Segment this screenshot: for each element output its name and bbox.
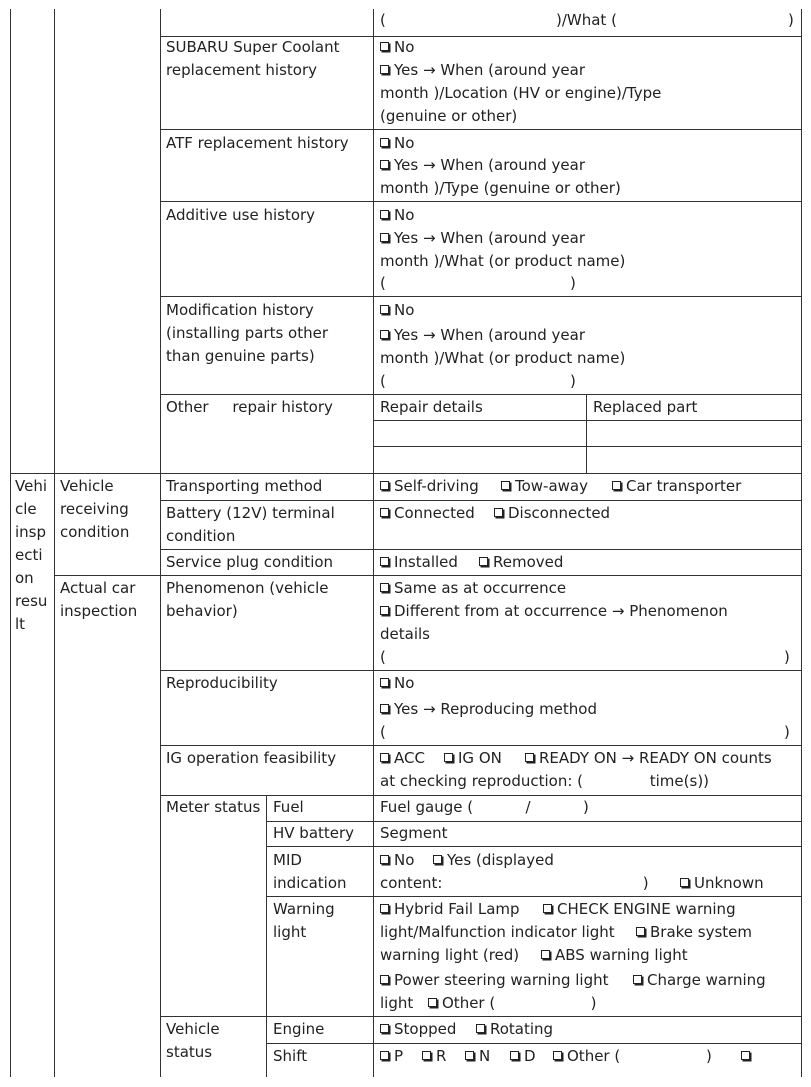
paren-open: (	[380, 648, 386, 666]
transport-self-driving[interactable]: Self-driving	[380, 475, 479, 498]
paren-close: )	[784, 723, 790, 741]
checkbox[interactable]	[380, 138, 389, 147]
battery-label: Battery (12V) terminal	[166, 504, 335, 522]
vehicle-status-label: Vehicle	[166, 1020, 220, 1038]
checkbox[interactable]	[380, 1024, 389, 1033]
checkbox[interactable]	[741, 1051, 750, 1060]
receiving-condition-label: condition	[60, 523, 130, 541]
service-plug-label: Service plug condition	[166, 553, 334, 571]
grid-line	[266, 795, 267, 1077]
checkbox[interactable]	[380, 1051, 389, 1060]
reproducibility-label: Reproducibility	[166, 674, 278, 692]
warning-light-label: light	[273, 923, 307, 941]
paren-close: )	[570, 274, 576, 292]
grid-line	[10, 473, 802, 474]
paren-close: )	[784, 648, 790, 666]
grid-line	[373, 9, 374, 1077]
ig-reproduction-counts: at checking reproduction: ( time(s))	[380, 772, 710, 790]
modification-yes-detail: month )/What (or product name)	[380, 349, 626, 367]
mid-yes[interactable]: Yes (displayed	[433, 849, 554, 872]
transport-tow-away[interactable]: Tow-away	[501, 475, 588, 498]
checkbox[interactable]	[428, 998, 437, 1007]
engine-label: Engine	[273, 1020, 325, 1038]
additive-no-option[interactable]: No	[380, 204, 414, 227]
paren-open: (	[380, 372, 386, 390]
service-plug-removed[interactable]: Removed	[479, 551, 563, 574]
what-label: )/What (	[556, 11, 617, 29]
grid-line	[54, 9, 55, 1077]
grid-line	[266, 1043, 802, 1044]
modification-label: (installing parts other	[166, 324, 329, 342]
shift-n[interactable]: N	[465, 1045, 490, 1068]
coolant-yes-option[interactable]: Yes → When (around year	[380, 59, 585, 82]
checkbox[interactable]	[380, 855, 389, 864]
checkbox[interactable]	[380, 704, 389, 713]
grid-line	[160, 549, 802, 550]
paren-close: )	[788, 11, 794, 29]
warn-power-steering[interactable]: Power steering warning light	[380, 969, 608, 992]
vehicle-status-label: status	[166, 1043, 213, 1061]
atf-yes-option[interactable]: Yes → When (around year	[380, 154, 585, 177]
checkbox[interactable]	[380, 583, 389, 592]
transport-label: Transporting method	[166, 477, 323, 495]
checkbox[interactable]	[380, 481, 389, 490]
modification-yes-option[interactable]: Yes → When (around year	[380, 324, 585, 347]
phenomenon-same[interactable]: Same as at occurrence	[380, 577, 566, 600]
warn-charge[interactable]: Charge warning	[633, 969, 766, 992]
paren-open: (	[380, 274, 386, 292]
ig-on[interactable]: IG ON	[444, 747, 502, 770]
grid-line	[266, 846, 802, 847]
grid-line	[160, 201, 802, 202]
engine-stopped[interactable]: Stopped	[380, 1018, 456, 1041]
shift-extra-checkbox[interactable]	[741, 1045, 755, 1068]
fuel-gauge-value: Fuel gauge ( / )	[380, 798, 589, 816]
checkbox[interactable]	[380, 233, 389, 242]
checkbox[interactable]	[380, 508, 389, 517]
phenomenon-details: details	[380, 625, 430, 643]
checkbox[interactable]	[380, 330, 389, 339]
checkbox[interactable]	[476, 1024, 485, 1033]
grid-line	[160, 670, 802, 671]
checkbox[interactable]	[380, 904, 389, 913]
reproducibility-no[interactable]: No	[380, 672, 414, 695]
shift-other[interactable]: Other ( )	[553, 1045, 712, 1068]
phenomenon-different[interactable]: Different from at occurrence → Phenomenon	[380, 600, 728, 623]
inspection-result-label: Vehi cle insp ecti on resu lt	[15, 477, 48, 633]
battery-connected[interactable]: Connected	[380, 502, 475, 525]
shift-p[interactable]: P	[380, 1045, 403, 1068]
checkbox[interactable]	[465, 1051, 474, 1060]
mid-label: MID	[273, 851, 302, 869]
checkbox[interactable]	[380, 606, 389, 615]
checkbox[interactable]	[633, 975, 642, 984]
mid-content: content: )	[380, 874, 649, 892]
warn-check-engine[interactable]: CHECK ENGINE warning	[543, 898, 736, 921]
coolant-no-option[interactable]: No	[380, 36, 414, 59]
grid-line	[160, 9, 161, 1077]
checkbox[interactable]	[380, 210, 389, 219]
checkbox[interactable]	[553, 1051, 562, 1060]
additive-yes-detail: month )/What (or product name)	[380, 252, 626, 270]
checkbox[interactable]	[380, 678, 389, 687]
warn-abs[interactable]: ABS warning light	[541, 944, 688, 967]
atf-no-option[interactable]: No	[380, 132, 414, 155]
modification-label: Modification history	[166, 301, 314, 319]
coolant-label: SUBARU Super Coolant	[166, 38, 340, 56]
atf-label: ATF replacement history	[166, 134, 349, 152]
checkbox[interactable]	[444, 753, 453, 762]
coolant-label: replacement history	[166, 61, 318, 79]
actual-inspection-label: inspection	[60, 602, 138, 620]
grid-line	[10, 9, 11, 1077]
other-repair-label: Other repair history	[166, 398, 333, 416]
grid-line	[586, 394, 587, 473]
paren-close: )	[570, 372, 576, 390]
modification-no-option[interactable]: No	[380, 299, 414, 322]
grid-line	[160, 745, 802, 746]
receiving-condition-label: Vehicle	[60, 477, 114, 495]
coolant-yes-detail: month )/Location (HV or engine)/Type	[380, 84, 662, 102]
repair-details-header: Repair details	[380, 398, 483, 416]
checkbox[interactable]	[422, 1051, 431, 1060]
grid-line	[160, 500, 802, 501]
additive-label: Additive use history	[166, 206, 316, 224]
checkbox[interactable]	[433, 855, 442, 864]
receiving-condition-label: receiving	[60, 500, 129, 518]
phenomenon-label: behavior)	[166, 602, 238, 620]
checkbox[interactable]	[380, 65, 389, 74]
checkbox[interactable]	[525, 753, 534, 762]
warn-brake-detail: warning light (red)	[380, 946, 520, 964]
coolant-yes-detail: (genuine or other)	[380, 107, 518, 125]
checkbox[interactable]	[636, 927, 645, 936]
warn-charge-detail: light	[380, 994, 414, 1012]
shift-r[interactable]: R	[422, 1045, 446, 1068]
paren-open: (	[380, 11, 386, 29]
hv-battery-label: HV battery	[273, 824, 355, 842]
mid-unknown[interactable]: Unknown	[680, 872, 764, 895]
ig-ready-on[interactable]: READY ON → READY ON counts	[525, 747, 772, 770]
meter-status-label: Meter status	[166, 798, 261, 816]
atf-yes-detail: month )/Type (genuine or other)	[380, 179, 621, 197]
checkbox[interactable]	[680, 878, 689, 887]
paren-open: (	[380, 723, 386, 741]
grid-line	[54, 575, 802, 576]
mid-no[interactable]: No	[380, 849, 414, 872]
grid-line	[160, 296, 802, 297]
checkbox[interactable]	[380, 305, 389, 314]
checkbox[interactable]	[380, 557, 389, 566]
grid-line	[266, 896, 802, 897]
checkbox[interactable]	[494, 508, 503, 517]
grid-line	[801, 9, 802, 1077]
battery-disconnected[interactable]: Disconnected	[494, 502, 610, 525]
actual-inspection-label: Actual car	[60, 579, 136, 597]
checkbox[interactable]	[380, 160, 389, 169]
additive-yes-option[interactable]: Yes → When (around year	[380, 227, 585, 250]
hv-battery-value: Segment	[380, 824, 448, 842]
phenomenon-label: Phenomenon (vehicle	[166, 579, 329, 597]
ig-acc[interactable]: ACC	[380, 747, 425, 770]
checkbox[interactable]	[380, 42, 389, 51]
checkbox[interactable]	[501, 481, 510, 490]
replaced-part-header: Replaced part	[593, 398, 698, 416]
fuel-label: Fuel	[273, 798, 304, 816]
service-plug-installed[interactable]: Installed	[380, 551, 458, 574]
warn-brake[interactable]: Brake system	[636, 921, 752, 944]
grid-line	[160, 1016, 802, 1017]
checkbox[interactable]	[543, 904, 552, 913]
mid-label: indication	[273, 874, 347, 892]
checkbox[interactable]	[541, 950, 550, 959]
grid-line	[160, 394, 802, 395]
shift-d[interactable]: D	[510, 1045, 536, 1068]
warn-other[interactable]: Other ( )	[428, 992, 596, 1015]
grid-line	[373, 446, 802, 447]
ig-label: IG operation feasibility	[166, 749, 337, 767]
grid-line	[373, 420, 802, 421]
shift-label: Shift	[273, 1047, 308, 1065]
reproducibility-yes[interactable]: Yes → Reproducing method	[380, 698, 597, 721]
battery-label: condition	[166, 527, 236, 545]
checkbox[interactable]	[380, 753, 389, 762]
checkbox[interactable]	[612, 481, 621, 490]
checkbox[interactable]	[380, 975, 389, 984]
transport-car-transporter[interactable]: Car transporter	[612, 475, 741, 498]
warn-check-engine-detail: light/Malfunction indicator light	[380, 923, 615, 941]
checkbox[interactable]	[510, 1051, 519, 1060]
modification-label: than genuine parts)	[166, 347, 315, 365]
warning-light-label: Warning	[273, 900, 335, 918]
engine-rotating[interactable]: Rotating	[476, 1018, 553, 1041]
warn-hybrid-fail[interactable]: Hybrid Fail Lamp	[380, 898, 520, 921]
grid-line	[160, 129, 802, 130]
checkbox[interactable]	[479, 557, 488, 566]
